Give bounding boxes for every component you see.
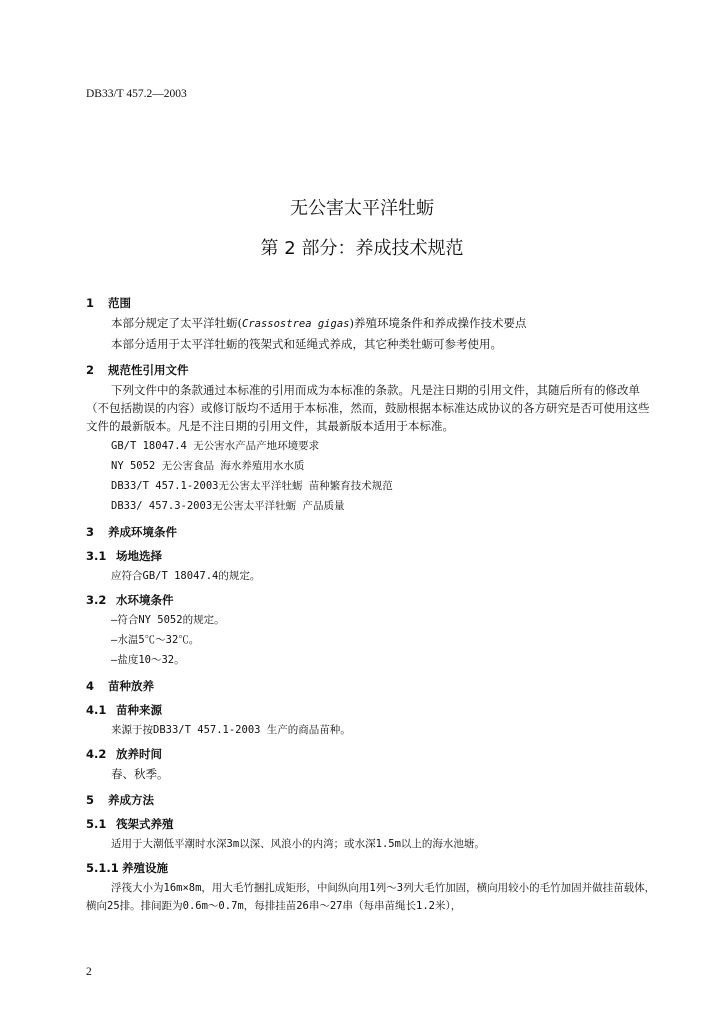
text-run: 本部分规定了太平洋牡蛎( bbox=[111, 316, 242, 330]
text-run: )养殖环境条件和养成操作技术要点 bbox=[349, 316, 527, 330]
subsection-5-1-heading bbox=[86, 815, 658, 833]
reference-item: DB33/T 457.1-2003无公害太平洋牡蛎 苗种繁育技术规范 bbox=[111, 480, 393, 492]
section-title: 规范性引用文件 bbox=[108, 363, 189, 377]
document-body bbox=[86, 294, 658, 915]
section-number: 5 bbox=[86, 793, 95, 807]
page-number: 2 bbox=[86, 966, 92, 978]
subsection-4-2-heading bbox=[86, 745, 658, 763]
section-title: 苗种放养 bbox=[108, 679, 154, 693]
section-title: 养成环境条件 bbox=[108, 525, 177, 539]
subsection-title: 苗种来源 bbox=[116, 703, 162, 717]
scope-paragraph-2: 本部分适用于太平洋牡蛎的筏架式和延绳式养成，其它种类牡蛎可参考使用。 bbox=[111, 337, 502, 351]
subsection-number: 4.2 bbox=[86, 747, 107, 761]
species-latin-name: Crassostrea gigas bbox=[242, 318, 350, 330]
reference-item: DB33/ 457.3-2003无公害太平洋牡蛎 产品质量 bbox=[111, 500, 345, 512]
section-number: 2 bbox=[86, 363, 95, 377]
subsection-3-1-heading bbox=[86, 547, 658, 565]
seed-source-text: 来源于按DB33/T 457.1-2003 生产的商品苗种。 bbox=[111, 724, 351, 736]
document-title: 无公害太平洋牡蛎 bbox=[290, 198, 434, 219]
subsection-5-1-1-heading bbox=[86, 859, 658, 877]
subsection-number: 5.1 bbox=[86, 817, 107, 831]
section-3-heading bbox=[86, 523, 658, 541]
reference-item: GB/T 18047.4 无公害水产品产地环境要求 bbox=[111, 440, 320, 452]
subsection-3-2-heading bbox=[86, 591, 658, 609]
references-intro-paragraph: 下列文件中的条款通过本标准的引用而成为本标准的条款。凡是注日期的引用文件，其随后所有的修改单（不包括勘误的内容）或修订版均不适用于本标准，然而，鼓励根据本标准达成协议的各方研究是否可使用这些文件的最新版本。凡是不注日期的引用文件，其最新版本适用于本标准。 bbox=[86, 383, 650, 433]
scope-paragraph-1 bbox=[86, 314, 658, 333]
subsection-title: 放养时间 bbox=[116, 747, 162, 761]
standard-code-header: DB33/T 457.2—2003 bbox=[86, 88, 187, 100]
reference-item: NY 5052 无公害食品 海水养殖用水水质 bbox=[111, 460, 305, 472]
site-selection-text: 应符合GB/T 18047.4的规定。 bbox=[111, 570, 261, 582]
subsection-title: 筏架式养殖 bbox=[116, 817, 174, 831]
culture-facility-paragraph: 浮筏大小为16m×8m，用大毛竹捆扎成矩形，中间纵向用1列～3列大毛竹加固，横向用较小的毛竹加固并做挂苗载体，横向25排。排间距为0.6m～0.7m，每排挂苗26串～27串（每串苗绳长1.2米）， bbox=[86, 882, 656, 912]
section-number: 4 bbox=[86, 679, 95, 693]
subsection-title: 水环境条件 bbox=[116, 593, 174, 607]
section-title: 范围 bbox=[108, 296, 131, 310]
subsection-number: 3.2 bbox=[86, 593, 107, 607]
subsection-number: 5.1.1 bbox=[86, 861, 119, 875]
section-title: 养成方法 bbox=[108, 793, 154, 807]
subsection-number: 3.1 bbox=[86, 549, 107, 563]
subsection-4-1-heading bbox=[86, 701, 658, 719]
subsection-number: 4.1 bbox=[86, 703, 107, 717]
section-5-heading bbox=[86, 791, 658, 809]
section-4-heading bbox=[86, 677, 658, 695]
water-condition-item: —盐度10～32。 bbox=[111, 654, 185, 666]
section-number: 1 bbox=[86, 296, 95, 310]
document-subtitle: 第 2 部分：养成技术规范 bbox=[260, 238, 464, 259]
section-2-heading bbox=[86, 361, 658, 379]
subsection-title: 场地选择 bbox=[116, 549, 162, 563]
water-condition-item: —水温5℃～32℃。 bbox=[111, 634, 200, 646]
stocking-time-text: 春、秋季。 bbox=[111, 767, 169, 781]
raft-culture-text: 适用于大潮低平潮时水深3m以深、风浪小的内湾；或水深1.5m以上的海水池塘。 bbox=[111, 838, 485, 850]
section-number: 3 bbox=[86, 525, 95, 539]
section-1-heading bbox=[86, 294, 658, 312]
water-condition-item: —符合NY 5052的规定。 bbox=[111, 614, 225, 626]
subsection-title: 养殖设施 bbox=[122, 861, 168, 875]
